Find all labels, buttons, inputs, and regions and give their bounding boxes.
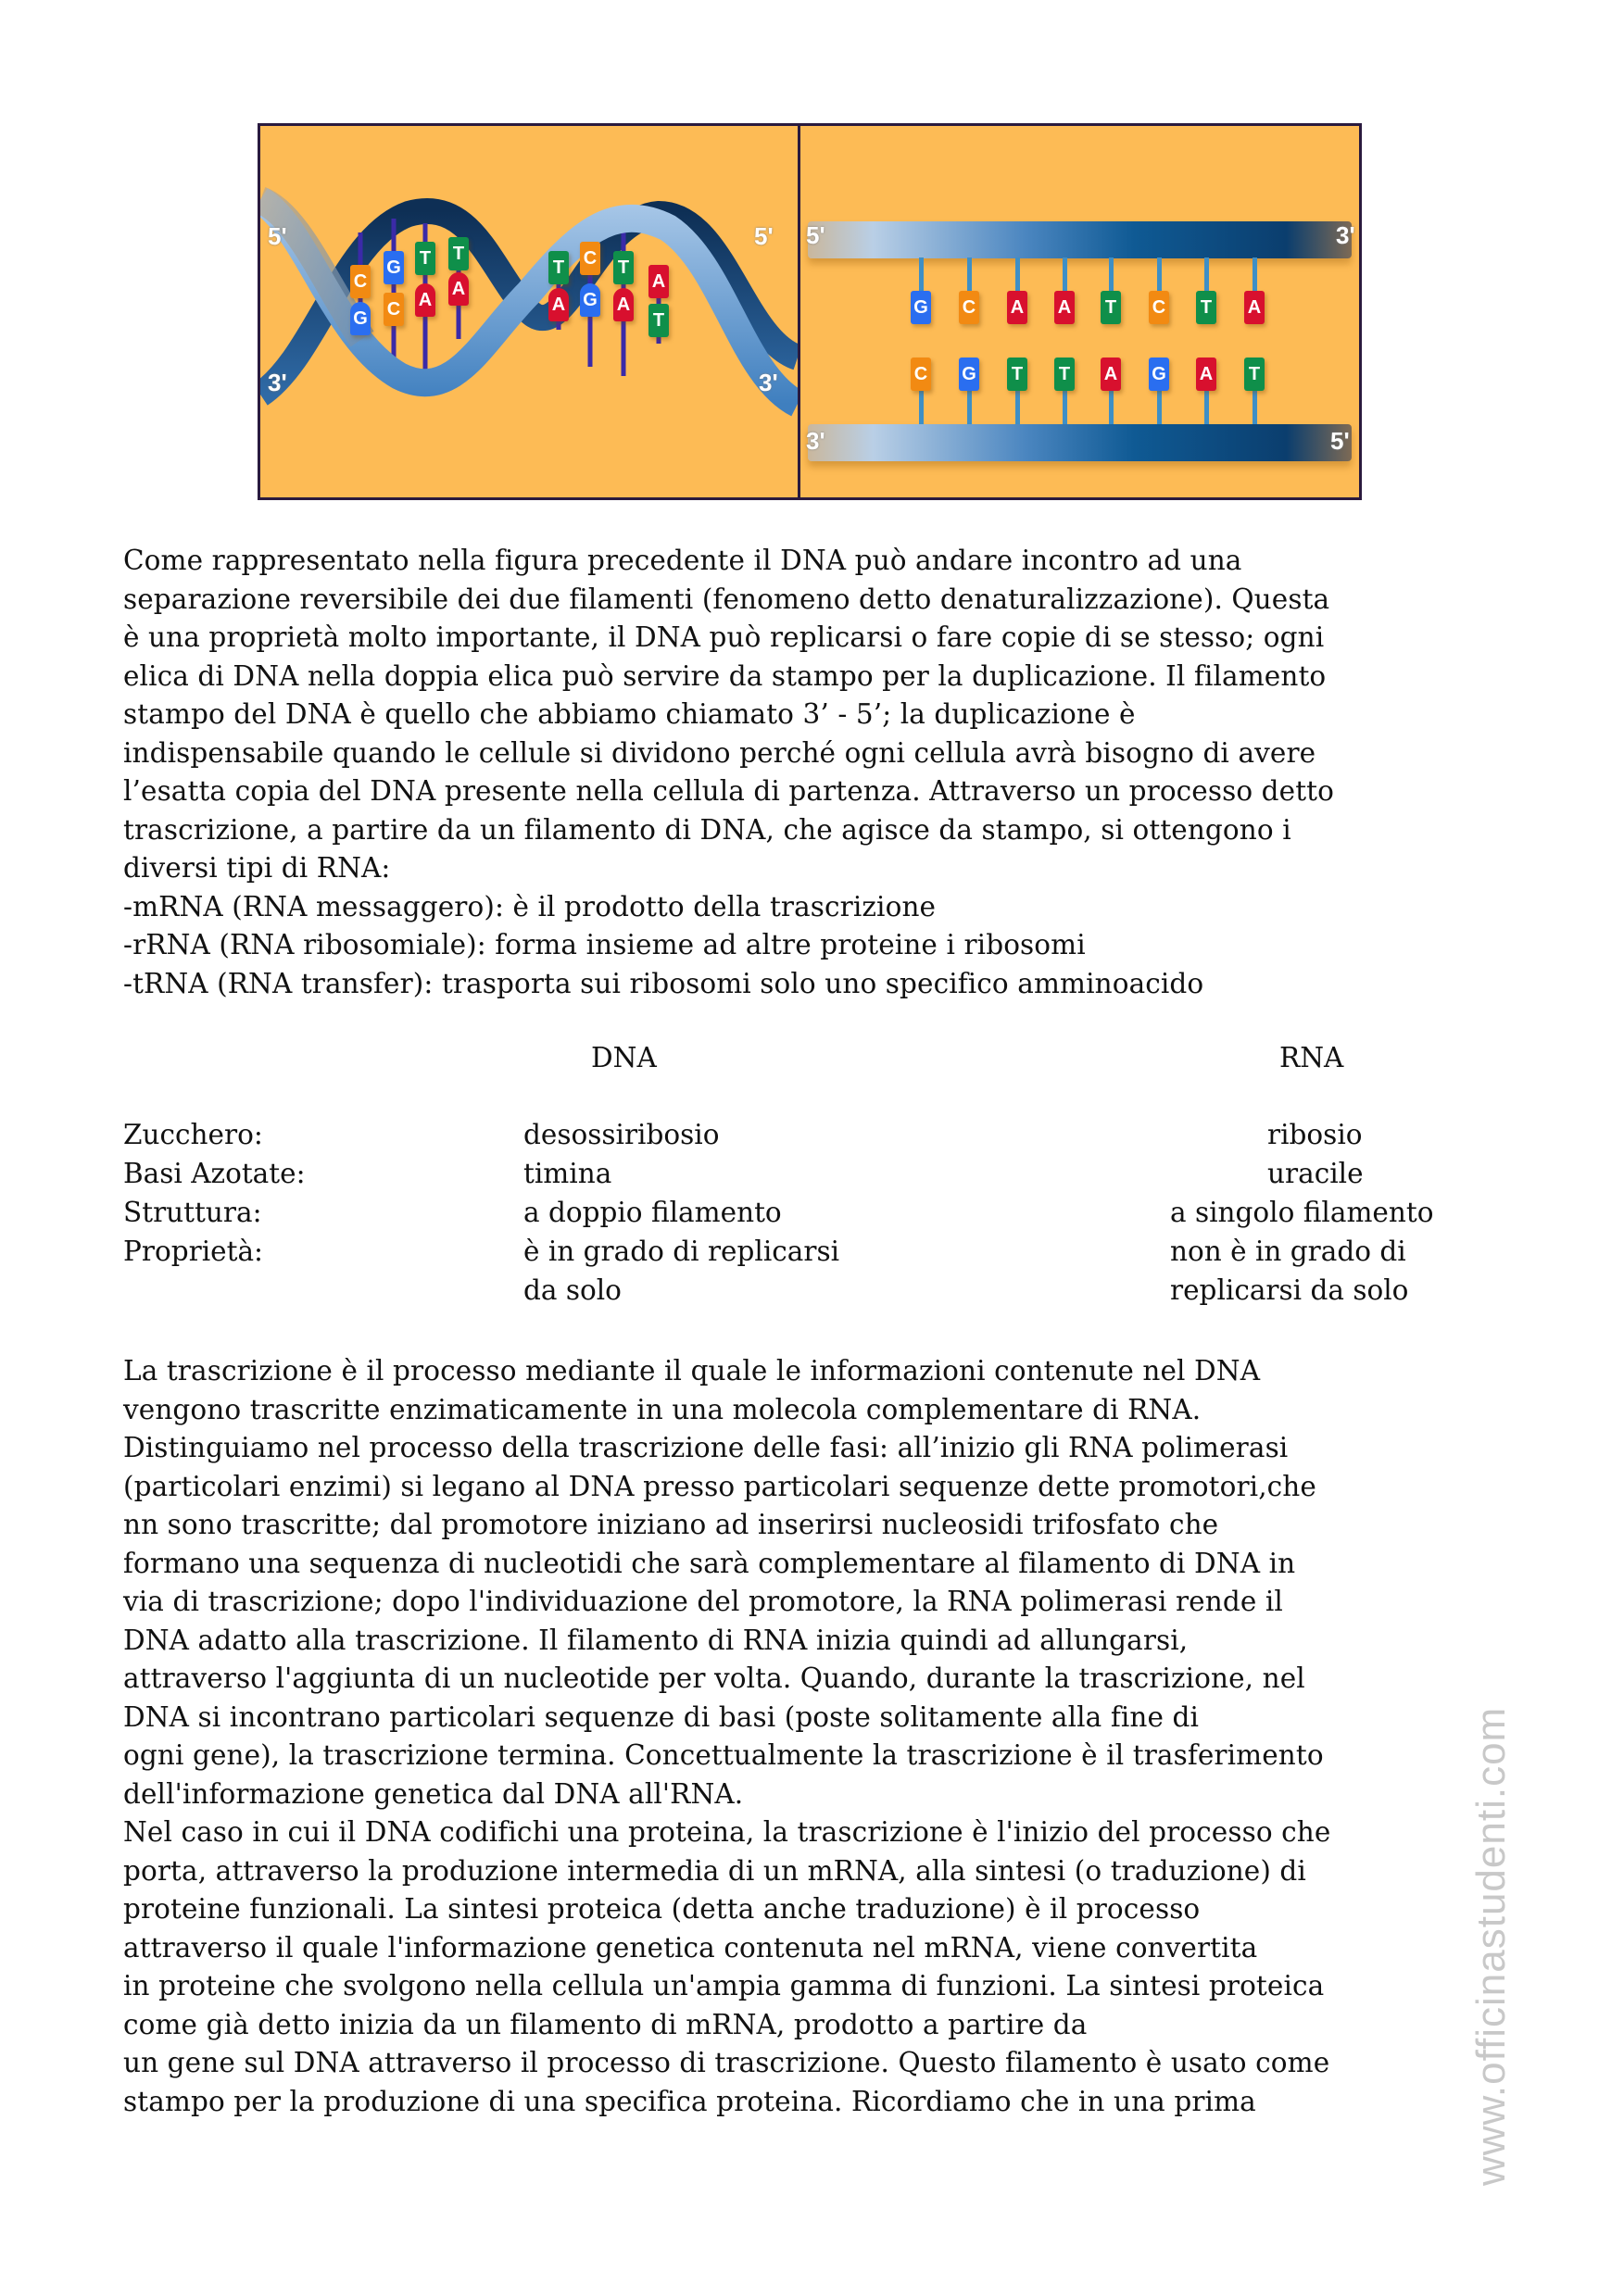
base-A: A <box>548 288 569 321</box>
header-rna: RNA <box>1279 1042 1344 1073</box>
label-5-prime-left: 5' <box>268 222 287 250</box>
list-item-trna: -tRNA (RNA transfer): trasporta sui ribosomi solo uno specifico amminoacido <box>123 967 1204 999</box>
text-line: La trascrizione è il processo mediante il quale le informazioni contenute nel DNA <box>123 1355 1261 1386</box>
row-label: Basi Azotate: <box>123 1158 306 1189</box>
base-A: A <box>1101 358 1121 391</box>
row-label: Proprietà: <box>123 1236 263 1267</box>
base-T: T <box>613 251 634 284</box>
double-helix-illustration <box>260 126 798 497</box>
rna-value: uracile <box>1267 1158 1364 1189</box>
text-line: attraverso il quale l'informazione genetica contenuta nel mRNA, viene convertita <box>123 1931 1258 1964</box>
table-row <box>123 1274 1504 1312</box>
text-line: DNA adatto alla trascrizione. Il filamento di RNA inizia quindi ad allungarsi, <box>123 1624 1189 1656</box>
text-line: formano una sequenza di nucleotidi che sarà complementare al filamento di DNA in <box>123 1547 1296 1579</box>
list-item-rrna: -rRNA (RNA ribosomiale): forma insieme ad altre proteine i ribosomi <box>123 929 1086 960</box>
text-line: un gene sul DNA attraverso il processo di trascrizione. Questo filamento è usato come <box>123 2047 1330 2078</box>
text-line: vengono trascritte enzimaticamente in una molecola complementare di RNA. <box>123 1393 1202 1425</box>
label-5-prime-top: 5' <box>806 221 825 249</box>
text-line: come già detto inizia da un filamento di mRNA, prodotto a partire da <box>123 2008 1088 2040</box>
text-line: DNA si incontrano particolari sequenze di basi (poste solitamente alla fine di <box>123 1700 1200 1733</box>
base-A: A <box>1007 291 1027 324</box>
rna-value: a singolo filamento <box>1170 1197 1434 1228</box>
text-line: nn sono trascritte; dal promotore iniziano ad inserirsi nucleosidi trifosfato che <box>123 1509 1219 1540</box>
base-A: A <box>1054 291 1075 324</box>
text-line: stampo per la produzione di una specifica proteina. Ricordiamo che in una prima <box>123 2085 1256 2117</box>
bottom-strand <box>808 424 1352 461</box>
base-C: C <box>959 291 979 324</box>
list-item-mrna: -mRNA (RNA messaggero): è il prodotto della trascrizione <box>123 890 937 922</box>
text-line: trascrizione, a partire da un filamento di DNA, che agisce da stampo, si ottengono i <box>123 813 1291 846</box>
transcription-paragraph <box>123 1352 1504 2121</box>
label-3-prime-left: 3' <box>268 369 287 396</box>
label-5-prime-right: 5' <box>754 222 774 250</box>
base-A: A <box>415 283 435 317</box>
text-line: diversi tipi di RNA: <box>123 852 391 884</box>
text-line: l’esatta copia del DNA presente nella cellula di partenza. Attraverso un processo detto <box>123 775 1334 807</box>
base-G: G <box>580 283 600 317</box>
base-T: T <box>1196 291 1216 324</box>
base-T: T <box>548 251 569 284</box>
text-line: indispensabile quando le cellule si dividono perché ogni cellula avrà bisogno di avere <box>123 736 1316 769</box>
base-T: T <box>1101 291 1121 324</box>
base-A: A <box>1244 291 1265 324</box>
base-C: C <box>350 265 371 298</box>
base-T: T <box>1007 358 1027 391</box>
label-3-prime-top: 3' <box>1336 221 1355 249</box>
base-A: A <box>613 288 634 321</box>
base-T: T <box>1054 358 1075 391</box>
base-A: A <box>648 265 669 298</box>
text-line: attraverso l'aggiunta di un nucleotide per volta. Quando, durante la trascrizione, nel <box>123 1662 1305 1694</box>
text-line: dell'informazione genetica dal DNA all'RNA. <box>123 1777 744 1810</box>
row-label: Zucchero: <box>123 1119 263 1150</box>
base-G: G <box>959 358 979 391</box>
text-line: elica di DNA nella doppia elica può servire da stampo per la duplicazione. Il filamento <box>123 659 1327 692</box>
watermark: www.officinastudenti.com <box>1468 1706 1514 2186</box>
base-T: T <box>1244 358 1265 391</box>
header-dna: DNA <box>591 1042 657 1073</box>
row-label: Struttura: <box>123 1197 262 1228</box>
text-line: in proteine che svolgono nella cellula un'ampia gamma di funzioni. La sintesi proteica <box>123 1970 1325 2001</box>
double-helix-panel <box>260 126 800 497</box>
table-header <box>123 1042 1504 1080</box>
rna-value: ribosio <box>1267 1119 1363 1150</box>
rna-value: replicarsi da solo <box>1170 1274 1409 1306</box>
base-G: G <box>911 291 931 324</box>
base-T: T <box>448 237 469 270</box>
table-row <box>123 1119 1504 1157</box>
intro-paragraph <box>123 542 1504 1003</box>
base-G: G <box>350 302 371 335</box>
base-G: G <box>1149 358 1169 391</box>
label-5-prime-bottom: 5' <box>1330 427 1350 455</box>
text-line: porta, attraverso la produzione intermedia di un mRNA, alla sintesi (o traduzione) di <box>123 1854 1306 1887</box>
text-line: (particolari enzimi) si legano al DNA presso particolari sequenze dette promotori,che <box>123 1470 1316 1502</box>
base-T: T <box>415 242 435 275</box>
label-3-prime-right: 3' <box>759 369 778 396</box>
text-line: Nel caso in cui il DNA codifichi una proteina, la trascrizione è l'inizio del processo che <box>123 1816 1331 1848</box>
text-line: separazione reversibile dei due filamenti (fenomeno detto denaturalizzazione). Questa <box>123 583 1330 615</box>
base-T: T <box>648 304 669 337</box>
text-line: è una proprietà molto importante, il DNA può replicarsi o fare copie di se stesso; ogni <box>123 621 1325 653</box>
text-line: stampo del DNA è quello che abbiamo chiamato 3’ - 5’; la duplicazione è <box>123 698 1136 730</box>
text-line: ogni gene), la trascrizione termina. Concettualmente la trascrizione è il trasferimento <box>123 1739 1324 1771</box>
dna-value: da solo <box>523 1274 622 1306</box>
text-line: via di trascrizione; dopo l'individuazione del promotore, la RNA polimerasi rende il <box>123 1586 1283 1617</box>
table-row <box>123 1197 1504 1235</box>
base-C: C <box>580 242 600 275</box>
base-C: C <box>911 358 931 391</box>
table-row <box>123 1158 1504 1196</box>
base-A: A <box>1196 358 1216 391</box>
dna-figure <box>258 123 1362 500</box>
dna-value: timina <box>523 1158 612 1189</box>
table-row <box>123 1236 1504 1273</box>
separated-strands-panel <box>800 126 1359 497</box>
base-A: A <box>448 272 469 306</box>
dna-value: è in grado di replicarsi <box>523 1236 840 1267</box>
label-3-prime-bottom: 3' <box>806 427 825 455</box>
base-C: C <box>384 293 404 326</box>
rna-value: non è in grado di <box>1170 1236 1406 1267</box>
text-line: Distinguiamo nel processo della trascrizione delle fasi: all’inizio gli RNA polimerasi <box>123 1432 1289 1463</box>
dna-value: desossiribosio <box>523 1119 720 1150</box>
base-G: G <box>384 251 404 284</box>
top-strand <box>808 221 1352 258</box>
text-line: Come rappresentato nella figura precedente il DNA può andare incontro ad una <box>123 545 1242 576</box>
text-line: proteine funzionali. La sintesi proteica (detta anche traduzione) è il processo <box>123 1893 1201 1925</box>
base-C: C <box>1149 291 1169 324</box>
dna-value: a doppio filamento <box>523 1197 782 1228</box>
